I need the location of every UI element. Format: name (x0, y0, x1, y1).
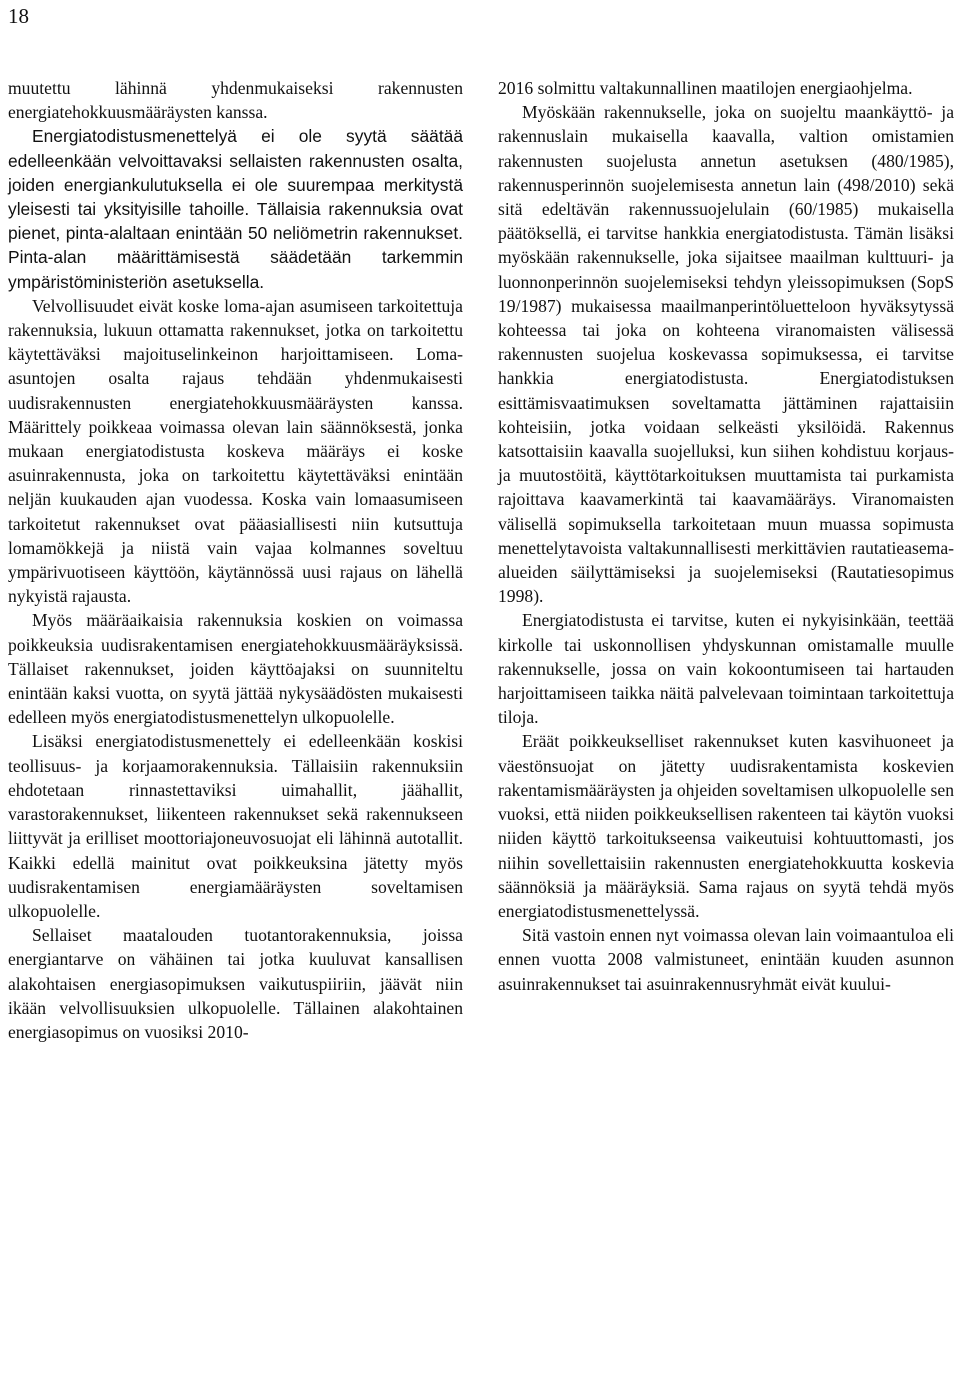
page-number: 18 (8, 4, 29, 28)
paragraph: Myöskään rakennukselle, joka on suojeltu maankäyttö- ja rakennuslain mukaisella kaavalla, valtion omistamien rakennusten suojelusta annetun asetuksen (480/1985), rakennusperinnön suojelemisesta annetun lain (498/2010) sekä sitä edeltävän rakennussuojelulain (60/1985) mukaisella päätöksellä, ei tarvitse hankkia energiatodistusta. Tämän lisäksi myöskään rakennukselle, joka sijaitsee maailman kulttuuri- ja luonnonperinnön suojelemiseksi tehdyn yleissopimuksen (SopS 19/1987) mukaisessa maailmanperintöluetteloon hyväksytyssä kohteessa tai joka on kohteena viranomaisten välisessä rakennusten suojelua koskevassa sopimuksessa, ei tarvitse hankkia energiatodistusta. Energiatodistuksen esittämisvaatimuksen soveltamatta jättäminen rajattaisiin kohteisiin, jotka voidaan selkeästi yksilöidä. Rakennus katsottaisiin kaavalla suojelluksi, kun siihen kohdistuu korjaus- ja muutostöitä, käyttötarkoituksen muuttamista tai purkamista rajoittava kaavamerkintä tai kaavamääräys. Viranomaisten välisellä sopimuksella tarkoitetaan muun muassa sopimusta menettelytavoista valtakunnallisesti merkittävien rautatieasema-alueiden säilyttämiseksi ja suojelemiseksi (Rautatiesopimus 1998). (498, 102, 954, 607)
paragraph-text-continued: Tällaisia rakennuksia ovat pienet, pinta-alaltaan enintään 50 neliömetrin rakennukset. Pinta-alan määrittämisestä säädetään tarkemmin ympäristöministeriön asetuksella. (8, 199, 463, 292)
left-text-column (8, 76, 463, 1044)
paragraph: muutettu lähinnä yhdenmukaiseksi rakennusten energiatehokkuusmääräysten kanssa. (8, 78, 463, 123)
paragraph-text: Energiatodistusmenettelyä ei ole syytä säätää edelleenkään velvoittavaksi sellaisten rakennusten osalta, joiden energiankulutuksella ei ole suurempaa merkitystä yleisesti tai yksityisille tahoille. (8, 126, 463, 220)
paragraph: Sitä vastoin ennen nyt voimassa olevan lain voimaantuloa eli ennen vuotta 2008 valmistuneet, enintään kuuden asunnon asuinrakennukset tai asuinrakennusryhmät eivät kuului- (498, 925, 954, 994)
paragraph: Velvollisuudet eivät koske loma-ajan asumiseen tarkoitettuja rakennuksia, lukuun ottamatta rakennukset, jotka on tarkoitettu käytettäväksi majoituselinkeinon harjoittamiseen. Loma-asuntojen osalta rajaus tehdään yhdenmukaisesti uudisrakennusten energiatehokkuusmääräysten kanssa. Määrittely poikkeaa voimassa olevan lain säännöksestä, jonka mukaan energiatodistusta koskeva määräys ei koske asuinrakennusta, joka on tarkoitettu käytettäväksi enintään neljän kuukauden ajan vuodessa. Koska vain lomaasumiseen tarkoitetut rakennukset ovat pääasiallisesti niin kutsuttuja lomamökkejä ja niistä vain vajaa kolmannes soveltuu ympärivuotiseen käyttöön, käytännössä uusi rajaus on lähellä nykyistä rajausta. (8, 295, 463, 607)
paragraph: Lisäksi energiatodistusmenettely ei edelleenkään koskisi teollisuus- ja korjaamorakennuksia. Tällaisiin rakennuksiin ehdotetaan rinnastettaviksi uimahallit, jäähallit, varastorakennukset, liikenteen rakennukset sekä rakennukseen liittyvät ja erilliset moottoriajoneuvosuojat eli lähinnä autotallit. Kaikki edellä mainitut ovat poikkeuksina jätetty myös uudisrakentamisen energiamääräysten soveltamisen ulkopuolelle. (8, 731, 463, 921)
paragraph: 2016 solmittu valtakunnallinen maatilojen energiaohjelma. (498, 78, 913, 98)
paragraph: Energiatodistusta ei tarvitse, kuten ei nykyisinkään, teettää kirkolle tai uskonnollisen yhdyskunnan omistamalle muulle rakennukselle, jossa on vain kokoontumiseen tai hartauden harjoittamiseen taikka näitä palvelevaan toimintaan tarkoitettuja tiloja. (498, 610, 954, 728)
paragraph: Myös määräaikaisia rakennuksia koskien on voimassa poikkeuksia uudisrakentamisen energiatehokkuusmääräyksissä. Tällaiset rakennukset, joiden käyttöajaksi on suunniteltu enintään kaksi vuotta, on syytä jättää nykysäädösten mukaisesti edelleen myös energiatodistusmenettelyn ulkopuolelle. (8, 610, 463, 728)
right-text-column (498, 76, 954, 996)
paragraph (8, 124, 463, 293)
paragraph: Sellaiset maatalouden tuotantorakennuksia, joissa energiantarve on vähäinen tai jotka kuuluvat kansallisen alakohtaisen energiasopimuksen vaikutuspiiriin, jäävät niin ikään velvollisuuksien ulkopuolelle. Tällainen alakohtainen energiasopimus on vuosiksi 2010- (8, 925, 463, 1042)
paragraph: Eräät poikkeukselliset rakennukset kuten kasvihuoneet ja väestönsuojat on jätetty uudisrakentamista koskevien rakentamismääräysten ja ohjeiden soveltamisen ulkopuolelle sen vuoksi, että niiden poikkeuksellisen rakenteen tai käytön vuoksi niiden käyttö tarkoitukseensa vaikeutuisi kohtuuttomasti, jos niihin sovellettaisiin rakennusten energiatehokkuutta koskevia säännöksiä ja määräyksiä. Sama rajaus on syytä tehdä myös energiatodistusmenettelyssä. (498, 731, 954, 921)
